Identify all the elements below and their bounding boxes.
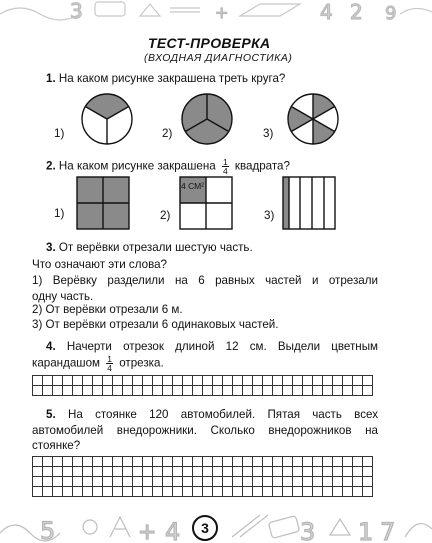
q4-line-2 xyxy=(32,355,164,372)
grid-cell[interactable] xyxy=(53,386,63,396)
grid-cell[interactable] xyxy=(93,386,103,396)
grid-cell[interactable] xyxy=(63,467,73,477)
grid-cell[interactable] xyxy=(173,386,183,396)
grid-cell[interactable] xyxy=(133,457,143,467)
svg-text:4: 4 xyxy=(165,518,181,543)
grid-cell[interactable] xyxy=(323,376,333,386)
grid-cell[interactable] xyxy=(303,467,313,477)
grid-cell[interactable] xyxy=(173,376,183,386)
grid-cell[interactable] xyxy=(123,477,133,487)
grid-cell[interactable] xyxy=(143,376,153,386)
grid-cell[interactable] xyxy=(183,376,193,386)
grid-cell[interactable] xyxy=(303,386,313,396)
grid-cell[interactable] xyxy=(173,457,183,467)
grid-cell[interactable] xyxy=(323,386,333,396)
grid-cell[interactable] xyxy=(283,467,293,477)
grid-cell[interactable] xyxy=(63,457,73,467)
q4-line-2-after: отрезка. xyxy=(119,356,164,370)
grid-cell[interactable] xyxy=(283,487,293,497)
grid-cell[interactable] xyxy=(123,386,133,396)
grid-cell[interactable] xyxy=(333,457,343,467)
grid-cell[interactable] xyxy=(253,467,263,477)
grid-cell[interactable] xyxy=(163,457,173,467)
q4-line-1 xyxy=(46,340,378,354)
grid-cell[interactable] xyxy=(223,376,233,386)
grid-cell[interactable] xyxy=(313,376,323,386)
grid-cell[interactable] xyxy=(93,467,103,477)
q2-option-1-label: 1) xyxy=(54,207,65,220)
grid-cell[interactable] xyxy=(283,477,293,487)
q4-question-line-1: Начерти отрезок длиной 12 см. Выдели цветным xyxy=(66,340,378,353)
page-number: 3 xyxy=(192,515,218,541)
grid-cell[interactable] xyxy=(363,467,373,477)
grid-cell[interactable] xyxy=(163,376,173,386)
q1-circle-3 xyxy=(286,92,340,146)
grid-cell[interactable] xyxy=(343,386,353,396)
q3-answer-1-line-2: одну часть. xyxy=(32,290,94,303)
grid-cell[interactable] xyxy=(143,487,153,497)
grid-cell[interactable] xyxy=(363,457,373,467)
grid-cell[interactable] xyxy=(293,467,303,477)
grid-cell[interactable] xyxy=(63,477,73,487)
grid-cell[interactable] xyxy=(103,467,113,477)
grid-cell[interactable] xyxy=(33,477,43,487)
grid-cell[interactable] xyxy=(193,477,203,487)
page-subtitle: (ВХОДНАЯ ДИАГНОСТИКА) xyxy=(144,52,293,64)
grid-cell[interactable] xyxy=(213,487,223,497)
grid-cell[interactable] xyxy=(73,457,83,467)
grid-cell[interactable] xyxy=(313,386,323,396)
grid-cell[interactable] xyxy=(243,467,253,477)
grid-cell[interactable] xyxy=(353,467,363,477)
grid-cell[interactable] xyxy=(203,457,213,467)
grid-cell[interactable] xyxy=(153,386,163,396)
q1-text xyxy=(46,72,285,86)
grid-cell[interactable] xyxy=(113,386,123,396)
grid-cell[interactable] xyxy=(333,467,343,477)
grid-cell[interactable] xyxy=(353,386,363,396)
grid-cell[interactable] xyxy=(143,477,153,487)
grid-cell[interactable] xyxy=(193,467,203,477)
grid-cell[interactable] xyxy=(273,386,283,396)
q3-number: 3. xyxy=(46,241,56,254)
grid-cell[interactable] xyxy=(333,477,343,487)
grid-cell[interactable] xyxy=(63,487,73,497)
decorative-top-border xyxy=(0,0,432,22)
grid-row xyxy=(33,376,373,386)
grid-cell[interactable] xyxy=(323,467,333,477)
q2-fraction xyxy=(222,158,229,175)
q4-answer-grid[interactable] xyxy=(32,375,373,396)
grid-cell[interactable] xyxy=(233,487,243,497)
grid-cell[interactable] xyxy=(313,477,323,487)
grid-cell[interactable] xyxy=(213,457,223,467)
grid-cell[interactable] xyxy=(183,477,193,487)
q1-option-3-label: 3) xyxy=(263,127,274,140)
grid-cell[interactable] xyxy=(113,487,123,497)
grid-cell[interactable] xyxy=(253,457,263,467)
q2-text xyxy=(46,158,290,175)
grid-cell[interactable] xyxy=(313,467,323,477)
grid-cell[interactable] xyxy=(133,477,143,487)
grid-cell[interactable] xyxy=(193,457,203,467)
grid-cell[interactable] xyxy=(223,386,233,396)
grid-cell[interactable] xyxy=(33,467,43,477)
grid-cell[interactable] xyxy=(213,386,223,396)
grid-cell[interactable] xyxy=(163,487,173,497)
grid-cell[interactable] xyxy=(343,487,353,497)
q3-answer-2: 2) От верёвки отрезали 6 м. xyxy=(32,303,183,316)
grid-cell[interactable] xyxy=(73,487,83,497)
grid-cell[interactable] xyxy=(103,457,113,467)
grid-cell[interactable] xyxy=(193,386,203,396)
grid-cell[interactable] xyxy=(133,376,143,386)
q1-number: 1. xyxy=(46,72,56,85)
svg-text:4: 4 xyxy=(320,0,333,22)
q3-question: От верёвки отрезали шестую часть. xyxy=(58,241,253,254)
grid-cell[interactable] xyxy=(363,487,373,497)
grid-cell[interactable] xyxy=(263,487,273,497)
grid-cell[interactable] xyxy=(63,386,73,396)
grid-cell[interactable] xyxy=(233,386,243,396)
grid-cell[interactable] xyxy=(233,457,243,467)
grid-cell[interactable] xyxy=(303,477,313,487)
grid-cell[interactable] xyxy=(323,477,333,487)
grid-row xyxy=(33,487,373,497)
grid-cell[interactable] xyxy=(83,477,93,487)
grid-cell[interactable] xyxy=(203,386,213,396)
q5-line-1 xyxy=(46,408,378,422)
grid-cell[interactable] xyxy=(183,467,193,477)
grid-cell[interactable] xyxy=(333,487,343,497)
svg-text:3: 3 xyxy=(70,0,83,22)
grid-cell[interactable] xyxy=(53,477,63,487)
grid-cell[interactable] xyxy=(233,467,243,477)
grid-cell[interactable] xyxy=(103,487,113,497)
grid-cell[interactable] xyxy=(303,487,313,497)
grid-cell[interactable] xyxy=(253,477,263,487)
grid-cell[interactable] xyxy=(163,386,173,396)
grid-cell[interactable] xyxy=(43,477,53,487)
grid-cell[interactable] xyxy=(343,376,353,386)
grid-row xyxy=(33,386,373,396)
grid-cell[interactable] xyxy=(93,376,103,386)
grid-cell[interactable] xyxy=(263,376,273,386)
q3-answer-3: 3) От верёвки отрезали 6 одинаковых частей. xyxy=(32,318,279,331)
q2-fraction-denominator: 4 xyxy=(222,166,228,176)
grid-cell[interactable] xyxy=(53,376,63,386)
grid-cell[interactable] xyxy=(33,376,43,386)
svg-text:1: 1 xyxy=(358,518,374,543)
grid-cell[interactable] xyxy=(263,477,273,487)
grid-cell[interactable] xyxy=(33,487,43,497)
grid-cell[interactable] xyxy=(133,487,143,497)
grid-cell[interactable] xyxy=(293,487,303,497)
grid-cell[interactable] xyxy=(173,467,183,477)
svg-text:7: 7 xyxy=(380,518,396,543)
grid-cell[interactable] xyxy=(43,457,53,467)
q3-line-1 xyxy=(46,241,253,255)
q4-fraction-numerator: 1 xyxy=(107,354,112,364)
grid-cell[interactable] xyxy=(183,386,193,396)
grid-cell[interactable] xyxy=(143,386,153,396)
grid-cell[interactable] xyxy=(53,467,63,477)
grid-cell[interactable] xyxy=(73,467,83,477)
grid-cell[interactable] xyxy=(153,487,163,497)
grid-row xyxy=(33,467,373,477)
grid-cell[interactable] xyxy=(273,487,283,497)
grid-cell[interactable] xyxy=(133,467,143,477)
grid-cell[interactable] xyxy=(353,477,363,487)
grid-cell[interactable] xyxy=(273,376,283,386)
grid-cell[interactable] xyxy=(243,386,253,396)
grid-cell[interactable] xyxy=(213,376,223,386)
grid-cell[interactable] xyxy=(303,457,313,467)
q2-fraction-numerator: 1 xyxy=(222,157,228,167)
grid-cell[interactable] xyxy=(173,487,183,497)
q5-number: 5. xyxy=(46,408,56,421)
q2-question-before: На каком рисунке закрашена xyxy=(58,159,216,173)
grid-cell[interactable] xyxy=(293,457,303,467)
grid-cell[interactable] xyxy=(213,477,223,487)
grid-cell[interactable] xyxy=(253,376,263,386)
grid-cell[interactable] xyxy=(273,467,283,477)
q2-question-after: квадрата? xyxy=(234,159,290,173)
grid-cell[interactable] xyxy=(313,457,323,467)
q2-square-2 xyxy=(179,176,233,230)
grid-cell[interactable] xyxy=(333,386,343,396)
grid-cell[interactable] xyxy=(243,477,253,487)
grid-cell[interactable] xyxy=(263,386,273,396)
grid-cell[interactable] xyxy=(83,467,93,477)
svg-text:3: 3 xyxy=(300,518,316,543)
grid-cell[interactable] xyxy=(123,457,133,467)
grid-cell[interactable] xyxy=(113,376,123,386)
grid-cell[interactable] xyxy=(133,386,143,396)
grid-cell[interactable] xyxy=(223,457,233,467)
grid-cell[interactable] xyxy=(143,457,153,467)
grid-cell[interactable] xyxy=(283,386,293,396)
grid-cell[interactable] xyxy=(43,487,53,497)
grid-cell[interactable] xyxy=(153,376,163,386)
svg-text:+: + xyxy=(138,520,157,543)
grid-cell[interactable] xyxy=(73,386,83,396)
svg-text:5: 5 xyxy=(40,517,56,543)
q1-option-1-label: 1) xyxy=(54,127,65,140)
grid-cell[interactable] xyxy=(63,376,73,386)
grid-cell[interactable] xyxy=(113,467,123,477)
grid-cell[interactable] xyxy=(93,457,103,467)
grid-cell[interactable] xyxy=(323,457,333,467)
grid-cell[interactable] xyxy=(153,457,163,467)
page-title: ТЕСТ-ПРОВЕРКА xyxy=(148,35,271,51)
grid-cell[interactable] xyxy=(293,386,303,396)
grid-cell[interactable] xyxy=(83,487,93,497)
grid-cell[interactable] xyxy=(193,376,203,386)
grid-cell[interactable] xyxy=(243,457,253,467)
grid-cell[interactable] xyxy=(163,477,173,487)
grid-cell[interactable] xyxy=(303,376,313,386)
grid-cell[interactable] xyxy=(263,457,273,467)
grid-cell[interactable] xyxy=(283,457,293,467)
grid-cell[interactable] xyxy=(243,376,253,386)
q3-answer-1-line-1: 1) Верёвку разделили на 6 равных частей и отрезали xyxy=(32,274,378,287)
grid-cell[interactable] xyxy=(293,477,303,487)
grid-cell[interactable] xyxy=(73,376,83,386)
grid-cell[interactable] xyxy=(223,467,233,477)
grid-cell[interactable] xyxy=(33,457,43,467)
grid-cell[interactable] xyxy=(203,477,213,487)
q4-fraction xyxy=(106,355,113,372)
grid-cell[interactable] xyxy=(253,487,263,497)
grid-cell[interactable] xyxy=(283,376,293,386)
grid-cell[interactable] xyxy=(363,376,373,386)
grid-cell[interactable] xyxy=(253,386,263,396)
grid-cell[interactable] xyxy=(183,457,193,467)
grid-cell[interactable] xyxy=(53,487,63,497)
grid-cell[interactable] xyxy=(343,477,353,487)
q4-line-2-before: карандашом xyxy=(32,356,101,370)
grid-cell[interactable] xyxy=(43,386,53,396)
grid-cell[interactable] xyxy=(213,467,223,477)
grid-cell[interactable] xyxy=(353,376,363,386)
q5-answer-grid[interactable] xyxy=(32,456,373,497)
grid-cell[interactable] xyxy=(43,467,53,477)
q5-question-line-1: На стоянке 120 автомобилей. Пятая часть всех xyxy=(67,408,378,421)
grid-cell[interactable] xyxy=(233,376,243,386)
grid-cell[interactable] xyxy=(83,386,93,396)
grid-cell[interactable] xyxy=(343,467,353,477)
grid-cell[interactable] xyxy=(363,386,373,396)
q3-line-2: Что означают эти слова? xyxy=(32,258,167,271)
grid-cell[interactable] xyxy=(203,487,213,497)
grid-cell[interactable] xyxy=(93,487,103,497)
grid-cell[interactable] xyxy=(203,376,213,386)
q1-option-2-label: 2) xyxy=(162,127,173,140)
q2-option-3-label: 3) xyxy=(264,209,275,222)
grid-cell[interactable] xyxy=(293,376,303,386)
q2-square-1 xyxy=(76,176,130,230)
grid-row xyxy=(33,457,373,467)
grid-cell[interactable] xyxy=(323,487,333,497)
svg-text:9: 9 xyxy=(385,3,397,22)
grid-cell[interactable] xyxy=(53,457,63,467)
grid-cell[interactable] xyxy=(203,467,213,477)
grid-cell[interactable] xyxy=(343,457,353,467)
q1-circle-1 xyxy=(80,92,134,146)
grid-cell[interactable] xyxy=(273,457,283,467)
grid-cell[interactable] xyxy=(223,487,233,497)
grid-cell[interactable] xyxy=(103,386,113,396)
grid-cell[interactable] xyxy=(123,487,133,497)
grid-cell[interactable] xyxy=(43,376,53,386)
grid-cell[interactable] xyxy=(103,477,113,487)
grid-cell[interactable] xyxy=(83,457,93,467)
grid-cell[interactable] xyxy=(353,487,363,497)
grid-cell[interactable] xyxy=(93,477,103,487)
grid-cell[interactable] xyxy=(353,457,363,467)
q2-number: 2. xyxy=(46,159,56,173)
q2-square-3 xyxy=(282,176,336,230)
grid-row xyxy=(33,477,373,487)
grid-cell[interactable] xyxy=(233,477,243,487)
q2-area-label: 4 СМ² xyxy=(181,181,205,191)
grid-cell[interactable] xyxy=(153,477,163,487)
grid-cell[interactable] xyxy=(33,386,43,396)
grid-cell[interactable] xyxy=(333,376,343,386)
grid-cell[interactable] xyxy=(223,477,233,487)
q4-number: 4. xyxy=(46,340,56,353)
grid-cell[interactable] xyxy=(113,457,123,467)
grid-cell[interactable] xyxy=(363,477,373,487)
svg-text:2: 2 xyxy=(350,0,363,22)
grid-cell[interactable] xyxy=(153,467,163,477)
q5-line-2: автомобилей внедорожники. Сколько внедорожников на xyxy=(32,424,378,437)
grid-cell[interactable] xyxy=(193,487,203,497)
grid-cell[interactable] xyxy=(83,376,93,386)
svg-text:+: + xyxy=(215,3,229,22)
grid-cell[interactable] xyxy=(73,477,83,487)
grid-cell[interactable] xyxy=(163,467,173,477)
grid-cell[interactable] xyxy=(263,467,273,477)
grid-cell[interactable] xyxy=(143,467,153,477)
grid-cell[interactable] xyxy=(273,477,283,487)
grid-cell[interactable] xyxy=(123,467,133,477)
grid-cell[interactable] xyxy=(183,487,193,497)
grid-cell[interactable] xyxy=(103,376,113,386)
q4-fraction-denominator: 4 xyxy=(107,363,112,373)
grid-cell[interactable] xyxy=(173,477,183,487)
grid-cell[interactable] xyxy=(123,376,133,386)
q5-line-3: стоянке? xyxy=(32,439,81,452)
q1-question: На каком рисунке закрашена треть круга? xyxy=(58,72,286,85)
q2-option-2-label: 2) xyxy=(160,209,171,222)
grid-cell[interactable] xyxy=(313,487,323,497)
grid-cell[interactable] xyxy=(113,477,123,487)
grid-cell[interactable] xyxy=(243,487,253,497)
q1-circle-2 xyxy=(180,92,234,146)
